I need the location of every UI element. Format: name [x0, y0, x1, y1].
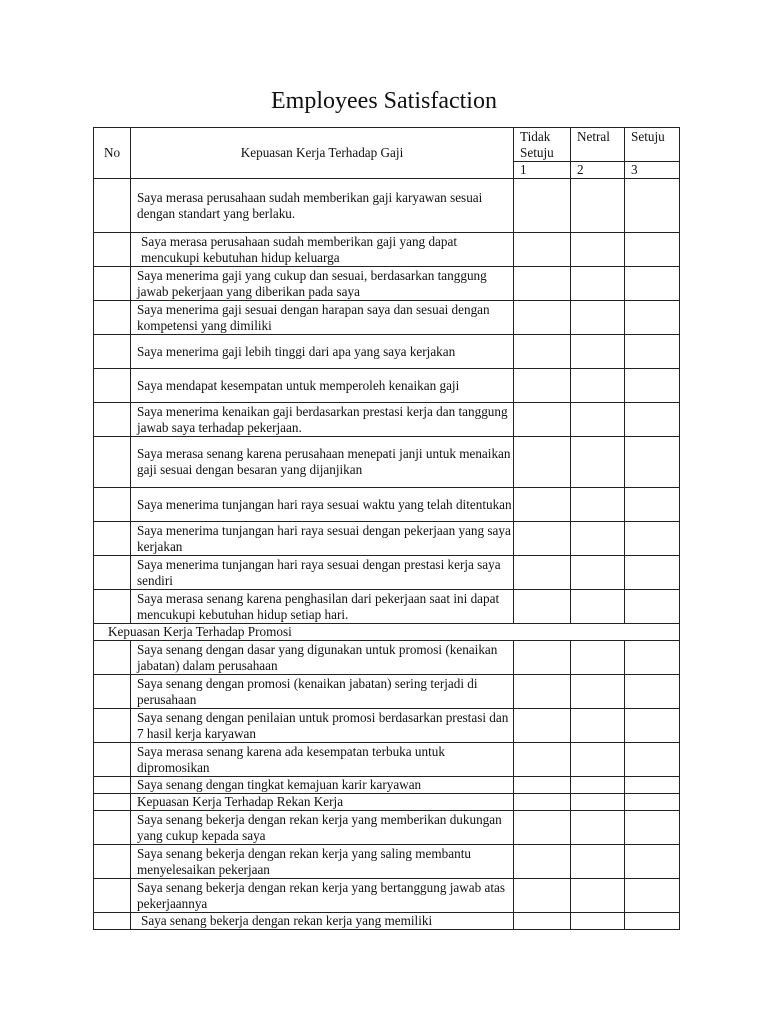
response-cell-netral[interactable] [571, 811, 625, 845]
row-number-cell [94, 794, 131, 811]
row-number-cell [94, 743, 131, 777]
response-cell-netral[interactable] [571, 369, 625, 403]
statement-cell: Saya senang dengan penilaian untuk promosi berdasarkan prestasi dan 7 hasil kerja karyawan [131, 709, 514, 743]
response-cell-setuju[interactable] [625, 777, 680, 794]
response-cell-setuju[interactable] [625, 590, 680, 624]
response-cell-setuju[interactable] [625, 522, 680, 556]
table-row [94, 335, 680, 369]
header-row [94, 128, 680, 162]
row-number-cell [94, 879, 131, 913]
response-cell-netral[interactable] [571, 233, 625, 267]
header-score-2: 2 [571, 162, 625, 179]
header-score-1: 1 [514, 162, 571, 179]
table-row [94, 369, 680, 403]
table-row [94, 522, 680, 556]
response-cell-tidak-setuju[interactable] [514, 488, 571, 522]
statement-cell: Saya menerima kenaikan gaji berdasarkan prestasi kerja dan tanggung jawab saya terhadap pekerjaan. [131, 403, 514, 437]
table-row [94, 233, 680, 267]
response-cell-tidak-setuju[interactable] [514, 845, 571, 879]
response-cell-setuju[interactable] [625, 794, 680, 811]
response-cell-netral[interactable] [571, 179, 625, 233]
table-row [94, 403, 680, 437]
statement-cell: Saya merasa senang karena penghasilan dari pekerjaan saat ini dapat mencukupi kebutuhan hidup setiap hari. [131, 590, 514, 624]
page-title: Employees Satisfaction [271, 88, 497, 114]
table-row [94, 590, 680, 624]
response-cell-netral[interactable] [571, 403, 625, 437]
row-number-cell [94, 709, 131, 743]
table-row [94, 641, 680, 675]
response-cell-netral[interactable] [571, 590, 625, 624]
row-number-cell [94, 437, 131, 488]
row-number-cell [94, 522, 131, 556]
response-cell-setuju[interactable] [625, 233, 680, 267]
row-number-cell [94, 267, 131, 301]
statement-cell: Saya menerima tunjangan hari raya sesuai waktu yang telah ditentukan [131, 488, 514, 522]
response-cell-setuju[interactable] [625, 301, 680, 335]
response-cell-setuju[interactable] [625, 335, 680, 369]
response-cell-netral[interactable] [571, 675, 625, 709]
statement-cell: Saya senang dengan tingkat kemajuan karir karyawan [131, 777, 514, 794]
response-cell-netral[interactable] [571, 794, 625, 811]
response-cell-tidak-setuju[interactable] [514, 233, 571, 267]
header-score-3: 3 [625, 162, 680, 179]
response-cell-tidak-setuju[interactable] [514, 879, 571, 913]
response-cell-tidak-setuju[interactable] [514, 811, 571, 845]
row-number-cell [94, 913, 131, 930]
response-cell-setuju[interactable] [625, 641, 680, 675]
row-number-cell [94, 488, 131, 522]
section-row [94, 794, 680, 811]
table-row [94, 675, 680, 709]
response-cell-setuju[interactable] [625, 675, 680, 709]
response-cell-tidak-setuju[interactable] [514, 437, 571, 488]
statement-cell: Saya menerima tunjangan hari raya sesuai dengan pekerjaan yang saya kerjakan [131, 522, 514, 556]
response-cell-netral[interactable] [571, 488, 625, 522]
table-row [94, 488, 680, 522]
response-cell-setuju[interactable] [625, 845, 680, 879]
response-cell-tidak-setuju[interactable] [514, 743, 571, 777]
row-number-cell [94, 641, 131, 675]
header-option-setuju: Setuju [625, 128, 680, 162]
response-cell-setuju[interactable] [625, 437, 680, 488]
table-row [94, 879, 680, 913]
response-cell-tidak-setuju[interactable] [514, 403, 571, 437]
response-cell-setuju[interactable] [625, 179, 680, 233]
row-number-cell [94, 335, 131, 369]
row-number-cell [94, 590, 131, 624]
response-cell-tidak-setuju[interactable] [514, 641, 571, 675]
response-cell-netral[interactable] [571, 777, 625, 794]
response-cell-setuju[interactable] [625, 556, 680, 590]
statement-cell: Saya senang bekerja dengan rekan kerja yang bertanggung jawab atas pekerjaannya [131, 879, 514, 913]
response-cell-netral[interactable] [571, 522, 625, 556]
table-row [94, 811, 680, 845]
response-cell-netral[interactable] [571, 743, 625, 777]
response-cell-setuju[interactable] [625, 488, 680, 522]
statement-cell: Saya menerima gaji lebih tinggi dari apa yang saya kerjakan [131, 335, 514, 369]
response-cell-tidak-setuju[interactable] [514, 675, 571, 709]
statement-cell: Saya senang dengan dasar yang digunakan untuk promosi (kenaikan jabatan) dalam perusahaan [131, 641, 514, 675]
row-number-cell [94, 556, 131, 590]
table-row [94, 777, 680, 794]
response-cell-tidak-setuju[interactable] [514, 777, 571, 794]
statement-cell: Saya merasa senang karena ada kesempatan terbuka untuk dipromosikan [131, 743, 514, 777]
response-cell-setuju[interactable] [625, 743, 680, 777]
table-row [94, 267, 680, 301]
response-cell-tidak-setuju[interactable] [514, 335, 571, 369]
statement-cell: Saya menerima gaji sesuai dengan harapan saya dan sesuai dengan kompetensi yang dimiliki [131, 301, 514, 335]
response-cell-tidak-setuju[interactable] [514, 913, 571, 930]
row-number-cell [94, 811, 131, 845]
response-cell-netral[interactable] [571, 437, 625, 488]
response-cell-netral[interactable] [571, 641, 625, 675]
row-number-cell [94, 369, 131, 403]
response-cell-tidak-setuju[interactable] [514, 709, 571, 743]
statement-cell: Saya senang bekerja dengan rekan kerja yang saling membantu menyelesaikan pekerjaan [131, 845, 514, 879]
response-cell-tidak-setuju[interactable] [514, 179, 571, 233]
response-cell-tidak-setuju[interactable] [514, 369, 571, 403]
section-heading: Kepuasan Kerja Terhadap Rekan Kerja [131, 794, 514, 811]
response-cell-setuju[interactable] [625, 267, 680, 301]
header-statement: Kepuasan Kerja Terhadap Gaji [131, 128, 514, 179]
response-cell-tidak-setuju[interactable] [514, 556, 571, 590]
response-cell-setuju[interactable] [625, 369, 680, 403]
table-row [94, 179, 680, 233]
row-number-cell [94, 179, 131, 233]
row-number-cell [94, 403, 131, 437]
response-cell-tidak-setuju[interactable] [514, 590, 571, 624]
response-cell-tidak-setuju[interactable] [514, 794, 571, 811]
response-cell-tidak-setuju[interactable] [514, 301, 571, 335]
survey-table [93, 127, 680, 930]
statement-cell: Saya merasa perusahaan sudah memberikan gaji yang dapat mencukupi kebutuhan hidup keluarga [131, 233, 514, 267]
table-row [94, 845, 680, 879]
statement-cell: Saya senang dengan promosi (kenaikan jabatan) sering terjadi di perusahaan [131, 675, 514, 709]
section-row [94, 624, 680, 641]
response-cell-netral[interactable] [571, 879, 625, 913]
row-number-cell [94, 777, 131, 794]
statement-cell: Saya menerima gaji yang cukup dan sesuai, berdasarkan tanggung jawab pekerjaan yang diberikan pada saya [131, 267, 514, 301]
table-row [94, 709, 680, 743]
statement-cell: Saya mendapat kesempatan untuk memperoleh kenaikan gaji [131, 369, 514, 403]
response-cell-setuju[interactable] [625, 879, 680, 913]
response-cell-setuju[interactable] [625, 811, 680, 845]
response-cell-netral[interactable] [571, 913, 625, 930]
response-cell-setuju[interactable] [625, 709, 680, 743]
row-number-cell [94, 233, 131, 267]
statement-cell: Saya senang bekerja dengan rekan kerja yang memberikan dukungan yang cukup kepada saya [131, 811, 514, 845]
response-cell-tidak-setuju[interactable] [514, 522, 571, 556]
response-cell-tidak-setuju[interactable] [514, 267, 571, 301]
row-number-cell [94, 675, 131, 709]
response-cell-netral[interactable] [571, 709, 625, 743]
row-number-cell [94, 845, 131, 879]
statement-cell: Saya menerima tunjangan hari raya sesuai dengan prestasi kerja saya sendiri [131, 556, 514, 590]
response-cell-netral[interactable] [571, 556, 625, 590]
header-option-tidak-setuju: Tidak Setuju [514, 128, 571, 162]
section-heading: Kepuasan Kerja Terhadap Promosi [94, 624, 680, 641]
response-cell-netral[interactable] [571, 301, 625, 335]
statement-cell: Saya merasa perusahaan sudah memberikan gaji karyawan sesuai dengan standart yang berlaku. [131, 179, 514, 233]
table-row [94, 913, 680, 930]
row-number-cell [94, 301, 131, 335]
header-option-netral: Netral [571, 128, 625, 162]
response-cell-netral[interactable] [571, 335, 625, 369]
response-cell-setuju[interactable] [625, 403, 680, 437]
response-cell-setuju[interactable] [625, 913, 680, 930]
response-cell-netral[interactable] [571, 267, 625, 301]
statement-cell: Saya senang bekerja dengan rekan kerja yang memiliki [131, 913, 514, 930]
table-row [94, 556, 680, 590]
table-row [94, 743, 680, 777]
response-cell-netral[interactable] [571, 845, 625, 879]
statement-cell: Saya merasa senang karena perusahaan menepati janji untuk menaikan gaji sesuai dengan besaran yang dijanjikan [131, 437, 514, 488]
header-no: No [94, 128, 131, 179]
table-row [94, 301, 680, 335]
table-row [94, 437, 680, 488]
